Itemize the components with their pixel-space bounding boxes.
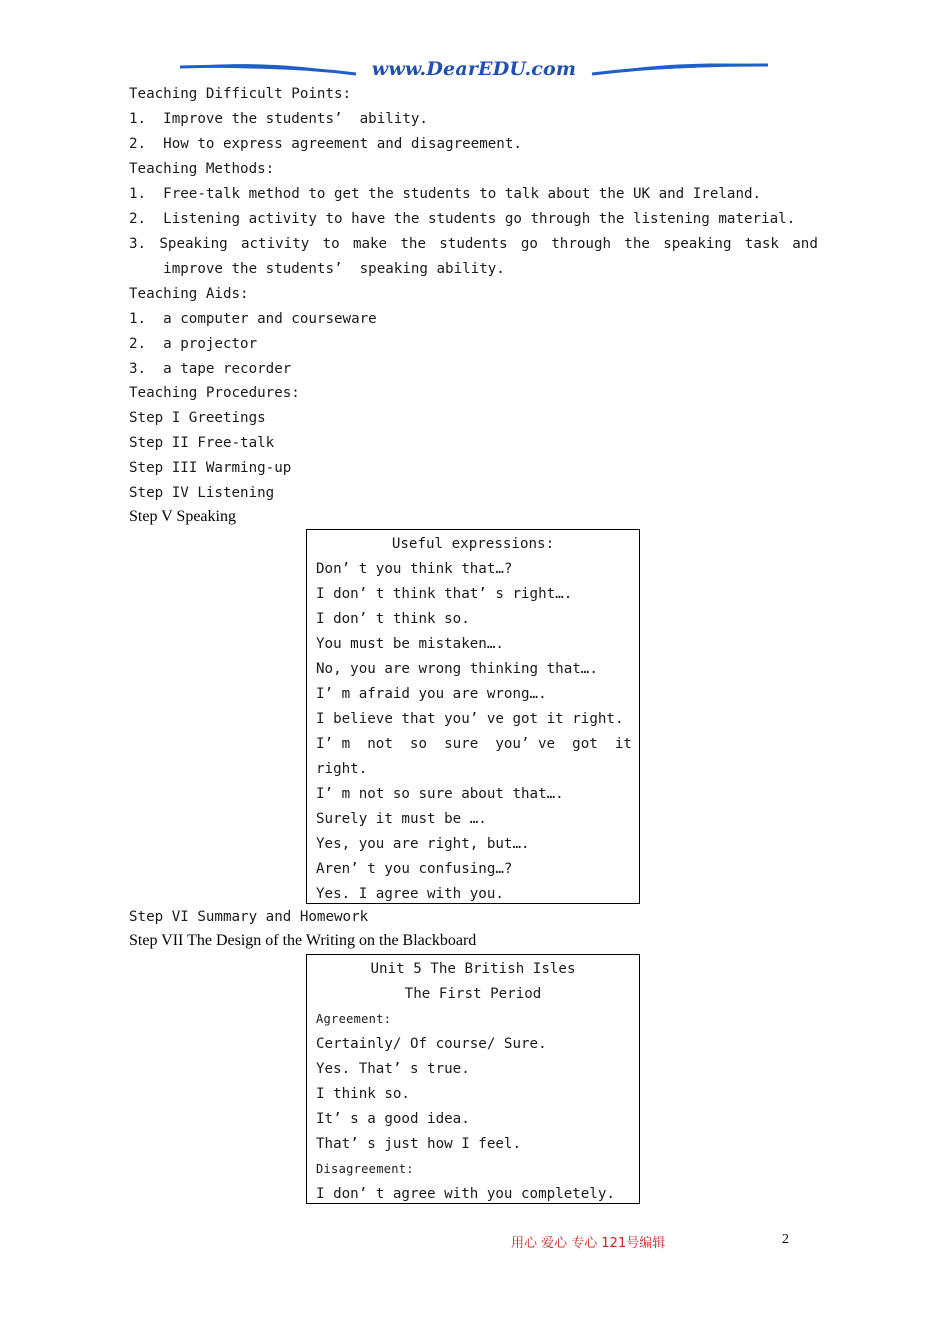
word: it bbox=[614, 736, 632, 752]
expression-item: No, you are wrong thinking that…. bbox=[316, 661, 598, 677]
expression-item: I believe that you’ ve got it right. bbox=[316, 711, 624, 727]
word: make bbox=[352, 236, 388, 252]
word: Speaking bbox=[159, 236, 228, 252]
methods-title: Teaching Methods: bbox=[129, 161, 275, 177]
difficult-point-2: 2. How to express agreement and disagreement. bbox=[129, 136, 522, 152]
step-1: Step I Greetings bbox=[129, 410, 266, 426]
agreement-item: Yes. That’ s true. bbox=[316, 1061, 470, 1077]
word: speaking bbox=[663, 236, 732, 252]
word: students bbox=[439, 236, 508, 252]
footer-text: 用心 爱心 专心 121号编辑 bbox=[511, 1236, 666, 1251]
step-5: Step V Speaking bbox=[129, 508, 236, 525]
agreement-item: It’ s a good idea. bbox=[316, 1111, 470, 1127]
word: 3. bbox=[129, 236, 147, 252]
expression-item: right. bbox=[316, 761, 368, 777]
agreement-item: Certainly/ Of course/ Sure. bbox=[316, 1036, 547, 1052]
word: through bbox=[551, 236, 612, 252]
word: not bbox=[367, 736, 393, 752]
page-number: 2 bbox=[782, 1232, 789, 1247]
word: so bbox=[409, 736, 428, 752]
expression-item: Surely it must be …. bbox=[316, 811, 487, 827]
word: to bbox=[322, 236, 340, 252]
word: sure bbox=[444, 736, 479, 752]
step-4: Step IV Listening bbox=[129, 485, 275, 501]
expressions-title: Useful expressions: bbox=[391, 536, 555, 552]
expression-item: Yes. I agree with you. bbox=[316, 886, 504, 902]
expression-item: I’ m afraid you are wrong…. bbox=[316, 686, 547, 702]
agreement-item: That’ s just how I feel. bbox=[316, 1136, 521, 1152]
method-1: 1. Free-talk method to get the students to talk about the UK and Ireland. bbox=[129, 186, 762, 202]
agreement-item: I think so. bbox=[316, 1086, 410, 1102]
agreement-label: Agreement: bbox=[316, 1012, 392, 1026]
expression-item: I don’ t think that’ s right…. bbox=[316, 586, 573, 602]
word: the bbox=[624, 236, 650, 252]
step-3: Step III Warming-up bbox=[129, 460, 292, 476]
word: I’ m bbox=[316, 736, 351, 752]
word: got bbox=[572, 736, 598, 752]
expression-item: Yes, you are right, but…. bbox=[316, 836, 530, 852]
blackboard-title: Unit 5 The British Isles bbox=[370, 961, 576, 977]
expression-item: You must be mistaken…. bbox=[316, 636, 504, 652]
disagreement-label: Disagreement: bbox=[316, 1162, 414, 1176]
aid-2: 2. a projector bbox=[129, 336, 258, 352]
step-6: Step VI Summary and Homework bbox=[129, 909, 369, 925]
word: activity bbox=[240, 236, 310, 252]
method-3-continued: improve the students’ speaking ability. bbox=[129, 261, 505, 277]
word: you’ ve bbox=[495, 736, 556, 752]
useful-expressions-box bbox=[306, 529, 640, 904]
blackboard-subtitle: The First Period bbox=[404, 986, 542, 1002]
difficult-point-1: 1. Improve the students’ ability. bbox=[129, 111, 428, 127]
site-header bbox=[178, 56, 770, 86]
expression-item: Aren’ t you confusing…? bbox=[316, 861, 513, 877]
procedures-title: Teaching Procedures: bbox=[129, 385, 300, 401]
expression-item: I’ m not so sure about that…. bbox=[316, 786, 564, 802]
step-2: Step II Free-talk bbox=[129, 435, 275, 451]
aid-1: 1. a computer and courseware bbox=[129, 311, 377, 327]
step-7: Step VII The Design of the Writing on the Blackboard bbox=[129, 932, 477, 949]
word: go bbox=[520, 236, 538, 252]
method-2: 2. Listening activity to have the students go through the listening material. bbox=[129, 211, 796, 227]
word: task bbox=[744, 236, 779, 252]
expression-item-justified bbox=[316, 735, 632, 753]
expression-item: Don’ t you think that…? bbox=[316, 561, 513, 577]
word: and bbox=[792, 236, 818, 252]
difficult-points-title: Teaching Difficult Points: bbox=[129, 86, 352, 102]
method-3 bbox=[129, 235, 818, 253]
site-logo[interactable]: www.DearEDU.com bbox=[371, 58, 577, 80]
disagreement-item: I don’ t agree with you completely. bbox=[316, 1186, 615, 1202]
aids-title: Teaching Aids: bbox=[129, 286, 249, 302]
aid-3: 3. a tape recorder bbox=[129, 361, 292, 377]
word: the bbox=[400, 236, 426, 252]
expression-item: I don’ t think so. bbox=[316, 611, 470, 627]
blackboard-design-box bbox=[306, 954, 640, 1204]
